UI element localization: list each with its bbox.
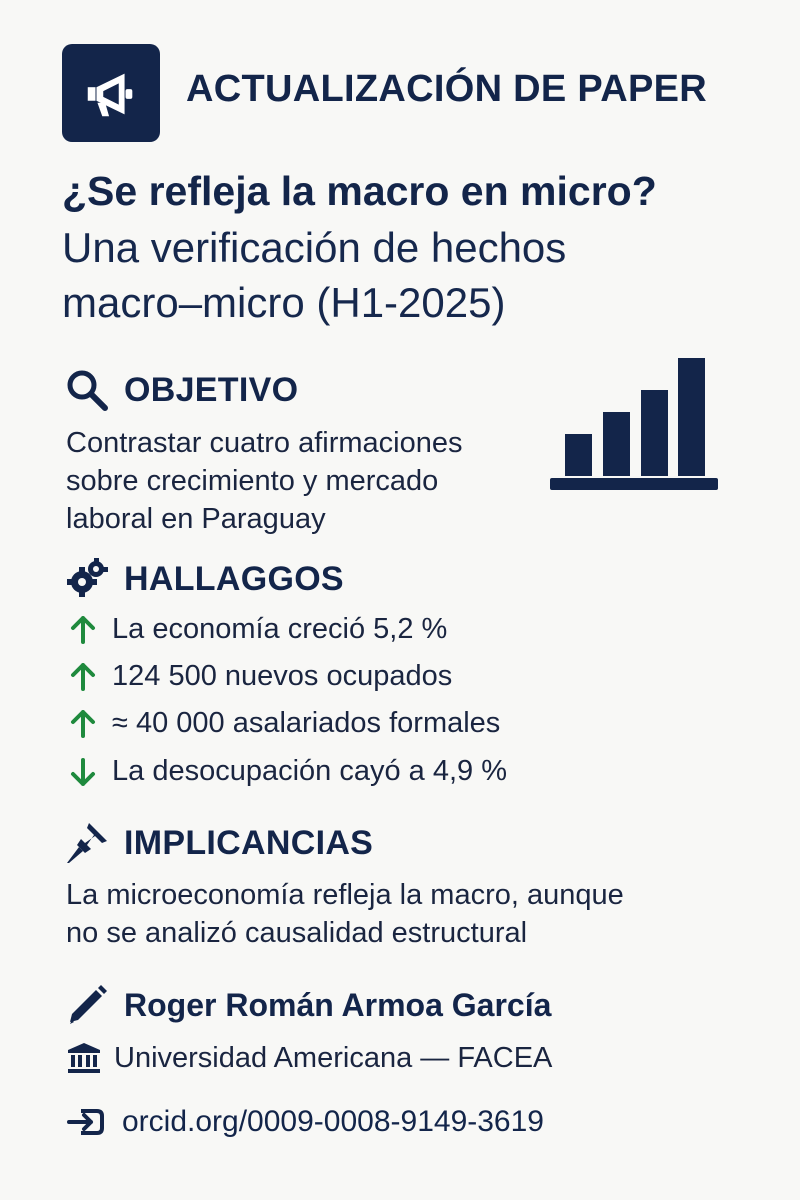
header-badge <box>62 44 160 142</box>
finding-text: 124 500 nuevos ocupados <box>112 660 453 692</box>
finding-item <box>68 755 507 788</box>
pencil-icon <box>64 982 110 1028</box>
header-title: ACTUALIZACIÓN DE PAPER <box>186 68 708 110</box>
arrow-up-icon <box>68 615 98 645</box>
search-icon <box>64 367 110 413</box>
objective-text-line: sobre crecimiento y mercado <box>66 465 439 497</box>
pushpin-icon <box>64 820 110 866</box>
objective-text-line: Contrastar cuatro afirmaciones <box>66 427 463 459</box>
author-row <box>64 982 551 1028</box>
objective-heading <box>64 367 298 413</box>
institution-row <box>66 1040 552 1076</box>
arrow-down-icon <box>68 757 98 787</box>
megaphone-icon <box>80 62 142 124</box>
orcid-link[interactable]: orcid.org/0009-0008-9149-3619 <box>122 1105 544 1138</box>
arrow-up-icon <box>68 662 98 692</box>
finding-text: La economía creció 5,2 % <box>112 613 448 645</box>
implications-text-line: no se analizó causalidad estructural <box>66 917 528 949</box>
findings-heading <box>64 556 344 602</box>
implications-label: IMPLICANCIAS <box>124 823 374 862</box>
gears-icon <box>64 556 110 602</box>
implications-text-line: La microeconomía refleja la macro, aunque <box>66 879 624 911</box>
paper-title: ¿Se refleja la macro en micro? <box>62 168 657 214</box>
finding-item <box>68 707 500 740</box>
orcid-row[interactable] <box>66 1104 544 1140</box>
finding-text: La desocupación cayó a 4,9 % <box>112 755 507 787</box>
institution-name: Universidad Americana — FACEA <box>114 1041 553 1074</box>
author-name: Roger Román Armoa García <box>124 986 552 1023</box>
findings-label: HALLAGGOS <box>124 559 344 598</box>
objective-label: OBJETIVO <box>124 370 299 409</box>
arrow-up-icon <box>68 709 98 739</box>
implications-heading <box>64 820 373 866</box>
paper-subtitle-line-2: macro–micro (H1-2025) <box>62 279 506 326</box>
institution-icon <box>66 1040 102 1076</box>
paper-subtitle-line-1: Una verificación de hechos <box>62 224 567 271</box>
bar-chart-icon <box>550 356 720 497</box>
implications-text <box>66 876 624 952</box>
finding-item <box>68 613 447 646</box>
finding-item <box>68 660 452 693</box>
link-icon <box>66 1104 106 1140</box>
objective-text <box>66 424 463 538</box>
finding-text: ≈ 40 000 asalariados formales <box>112 707 501 739</box>
objective-text-line: laboral en Paraguay <box>66 503 326 535</box>
